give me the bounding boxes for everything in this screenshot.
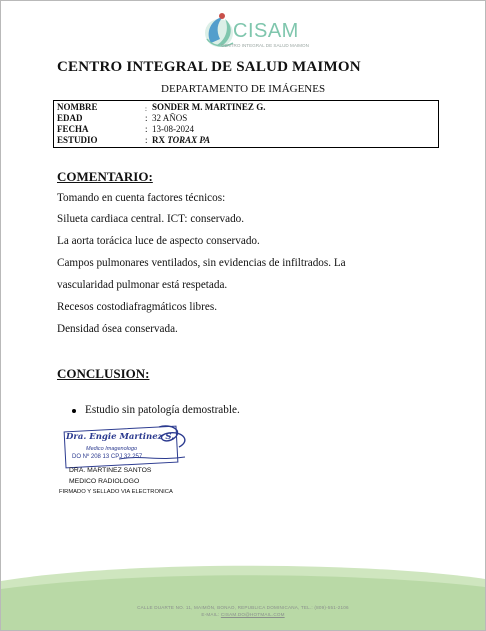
name-value: SONDER M. MARTINEZ G.: [152, 102, 266, 112]
study-colon: :: [145, 135, 148, 145]
page-title: CENTRO INTEGRAL DE SALUD MAIMON: [57, 59, 361, 75]
age-colon: :: [145, 113, 148, 123]
stamp-name: Dra. Engie Martinez S.: [66, 432, 175, 442]
doctor-role: MEDICO RADIOLOGO: [69, 478, 140, 485]
patient-age-row: [57, 113, 437, 124]
patient-info-table: [53, 100, 439, 148]
department-title: DEPARTAMENTO DE IMÁGENES: [161, 83, 326, 95]
date-value: 13-08-2024: [152, 124, 194, 134]
footer-address: CALLE DUARTE NO. 11, MAIMÓN, BONAO, REPUBLICA DOMINICANA, TEL.: (809)-551-2106: [137, 605, 349, 610]
bullet-icon: [72, 409, 76, 413]
patient-date-row: [57, 124, 437, 135]
date-label: FECHA: [57, 124, 89, 134]
footer-email-label: E-MAIL:: [201, 612, 220, 617]
study-type: RX: [152, 135, 168, 145]
conclusion-heading: CONCLUSION:: [57, 366, 150, 381]
logo-tagline: CENTRO INTEGRAL DE SALUD MAIMON: [221, 43, 309, 48]
stamp-role: Medico Imagenologo: [86, 446, 138, 452]
signature-stamp: [59, 421, 199, 471]
cisam-logo: [189, 9, 309, 55]
name-label: NOMBRE: [57, 102, 98, 112]
age-label: EDAD: [57, 113, 83, 123]
logo-name: CISAM: [233, 20, 299, 42]
patient-study-row: [57, 135, 437, 146]
study-label: ESTUDIO: [57, 135, 98, 145]
comment-line: Tomando en cuenta factores técnicos:: [57, 192, 226, 204]
signed-note: FIRMADO Y SELLADO VIA ELECTRONICA: [59, 489, 173, 495]
doctor-name: DRA. MARTINEZ SANTOS: [69, 467, 152, 474]
comment-line: Recesos costodiafragmáticos libres.: [57, 301, 217, 313]
footer-contact: [1, 612, 485, 617]
comment-line: Densidad ósea conservada.: [57, 323, 178, 335]
comment-line: La aorta torácica luce de aspecto conservado.: [57, 235, 260, 247]
stamp-registration: DO Nº 208 13 CPJ 32 257: [72, 454, 143, 460]
comment-line: Campos pulmonares ventilados, sin evidencias de infiltrados. La: [57, 257, 346, 269]
date-colon: :: [145, 124, 148, 134]
comment-heading: COMENTARIO:: [57, 169, 153, 184]
comment-line: Silueta cardiaca central. ICT: conservado.: [57, 213, 245, 225]
patient-name-row: [57, 102, 437, 113]
conclusion-item: Estudio sin patología demostrable.: [85, 404, 240, 416]
study-region: TORAX PA: [167, 135, 211, 145]
name-colon: :: [145, 105, 147, 113]
footer-email[interactable]: CISAM.DO@HOTMAIL.COM: [220, 612, 285, 617]
comment-line: vascularidad pulmonar está respetada.: [57, 279, 228, 291]
age-value: 32 AÑOS: [152, 113, 188, 123]
footer-wave: [1, 561, 485, 631]
study-value: [152, 135, 210, 146]
